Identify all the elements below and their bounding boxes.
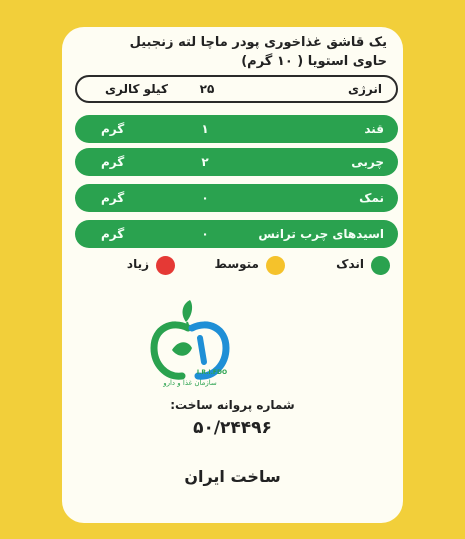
- license-label: شماره پروانه ساخت:: [170, 398, 295, 412]
- legend-dot-high: [156, 256, 175, 275]
- nutrient-name: چربی: [351, 155, 384, 169]
- logo-text: سازمان غذا و دارو: [163, 379, 217, 387]
- nutrient-name: نمک: [359, 191, 384, 205]
- energy-row: [75, 75, 398, 103]
- nutrient-value: ۰: [201, 227, 209, 241]
- nutrient-unit: گرم: [101, 227, 125, 241]
- nutrient-value: ۲: [201, 155, 209, 169]
- nutrient-unit: گرم: [101, 191, 125, 205]
- logo-abbr: I.R.I.FDO: [196, 369, 228, 376]
- nutrient-row-fat: [75, 148, 398, 176]
- legend-label-high: زیاد: [126, 257, 149, 271]
- energy-value: ۲۵: [199, 82, 215, 96]
- product-title-line1: یک قاشق غذاخوری پودر ماچا لته زنجبیل: [129, 35, 387, 50]
- product-title: [77, 33, 387, 71]
- legend-label-medium: متوسط: [214, 257, 259, 271]
- license-number: ۵۰/۲۴۴۹۶: [193, 418, 272, 438]
- legend-label-low: اندک: [336, 257, 364, 271]
- nutrient-row-sugar: [75, 115, 398, 143]
- nutrient-row-salt: [75, 184, 398, 212]
- nutrient-value: ۰: [201, 191, 209, 205]
- legend-low: [330, 256, 390, 276]
- nutrient-value: ۱: [201, 122, 209, 136]
- nutrient-unit: گرم: [101, 155, 125, 169]
- product-title-line2: حاوی استویا ( ۱۰ گرم): [241, 54, 387, 69]
- nutrient-name: اسیدهای چرب ترانس: [258, 227, 384, 241]
- nutrient-row-trans-fat: [75, 220, 398, 248]
- energy-label: انرژی: [348, 82, 382, 96]
- legend-dot-low: [371, 256, 390, 275]
- legend-medium: [215, 256, 285, 276]
- nutrient-name: قند: [364, 122, 384, 136]
- leaf-icon: [183, 300, 193, 322]
- nutrient-unit: گرم: [101, 122, 125, 136]
- energy-unit: کیلو کالری: [105, 82, 168, 96]
- made-in-label: ساخت ایران: [184, 467, 281, 486]
- legend-dot-medium: [266, 256, 285, 275]
- legend-high: [120, 256, 175, 276]
- fda-logo: [142, 292, 238, 388]
